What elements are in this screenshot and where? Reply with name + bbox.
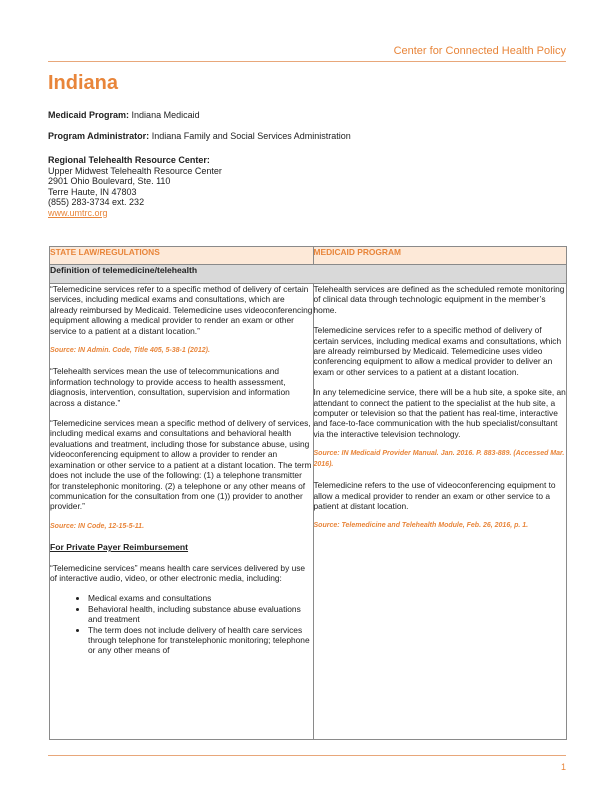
resource-center-city: Terre Haute, IN 47803 — [48, 186, 137, 197]
resource-center-phone: (855) 283-3734 ext. 232 — [48, 197, 145, 207]
state-law-paragraph: “Telemedicine services” means health care services delivered by use of interactive audio, video, or other electronic media, including: — [50, 562, 306, 583]
bullet-list — [50, 593, 313, 655]
state-law-paragraph: “Telemedicine services refer to a specific method of delivery of certain services, including medical exams and consultations, which are already reimbursed by Medicaid. Telemedicine uses videoconferencing equipment allowing a medical provider to render an exam or other service to a patient at a distant location.” — [50, 284, 313, 336]
page-title: Indiana — [48, 72, 119, 94]
resource-center-block — [48, 155, 222, 218]
program-administrator-label: Program Administrator: — [48, 131, 150, 141]
state-law-paragraph: “Telehealth services mean the use of telecommunications and information technology to provide access to health assessment, diagnosis, intervention, consultation, supervision and information across a distance.” — [50, 366, 290, 408]
org-name: Center for Connected Health Policy — [393, 45, 566, 57]
resource-center-label: Regional Telehealth Resource Center: — [48, 155, 210, 165]
program-administrator-value: Indiana Family and Social Services Administration — [151, 131, 351, 141]
medicaid-paragraph: Telehealth services are defined as the scheduled remote monitoring of clinical data through technologic equipment in the member’s home. — [313, 284, 565, 315]
list-item: • The term does not include delivery of health care services through telephone for transtelephonic monitoring; telephone or any other means of — [88, 625, 313, 656]
source-citation: Source: IN Code, 12-15-5-11. — [50, 522, 145, 530]
source-citation: Source: Telemedicine and Telehealth Module, Feb. 26, 2016, p. 1. — [313, 522, 529, 530]
column-header-medicaid: MEDICAID PROGRAM — [313, 247, 567, 265]
section-header: Definition of telemedicine/telehealth — [50, 265, 567, 284]
state-law-paragraph: “Telemedicine services mean a specific method of delivery of services, including medical exams and consultations and behavioral health evaluations and treatment, including those for substance abuse, using videoconferencing equipment to allow a provider to render an examination or other service to a patient at a distant location. The term does not include the use of the following: (1) a telephone transmitter for transtelephonic monitoring. (2) a telephone or any other means of communication for the consultation from one (1)) provider to another provider.” — [50, 418, 312, 512]
private-payer-subheading: For Private Payer Reimbursement — [50, 542, 189, 553]
column-header-state-law: STATE LAW/REGULATIONS — [50, 247, 314, 265]
resource-center-link[interactable]: www.umtrc.org — [48, 207, 108, 218]
source-citation: Source: IN Medicaid Provider Manual. Jan. 2016. P. 883-889. (Accessed Mar. 2016). — [313, 450, 565, 468]
list-item: • Behavioral health, including substance abuse evaluations and treatment — [88, 604, 313, 625]
page-number: 1 — [560, 762, 566, 772]
list-item: • Medical exams and consultations — [88, 593, 313, 603]
medicaid-program-line — [48, 110, 200, 120]
resource-center-address: 2901 Ohio Boulevard, Ste. 110 — [48, 176, 171, 186]
footer-divider — [48, 755, 566, 756]
medicaid-paragraph: Telemedicine services refer to a specific method of delivery of certain services, including medical exams and consultations, which are already reimbursed by Medicaid. Telemedicine uses video conferencing equipment to allow a medical provider to deliver an exam or other services to a patient at a distant location. — [313, 325, 562, 377]
medicaid-paragraph: In any telemedicine service, there will be a hub site, a spoke site, an attendant to connect the patient to the specialist at the hub site, a computer or television so that the patient has real-time, interactive and face-to-face communication with the hub specialist/consultant via the interactive television technology. — [313, 387, 566, 439]
medicaid-paragraph: Telemedicine refers to the use of videoconferencing equipment to allow a medical provider to render an exam or other service to a patient at distant location. — [313, 480, 556, 511]
medicaid-program-label: Medicaid Program: — [48, 110, 130, 120]
state-law-cell — [50, 284, 314, 740]
medicaid-cell — [313, 284, 567, 740]
resource-center-name: Upper Midwest Telehealth Resource Center — [48, 165, 222, 176]
page-header — [48, 40, 566, 62]
policy-table — [49, 246, 567, 740]
medicaid-program-value: Indiana Medicaid — [131, 110, 200, 120]
program-administrator-line — [48, 131, 351, 141]
source-citation: Source: IN Admin. Code, Title 405, 5-38-1 (2012). — [50, 347, 210, 355]
